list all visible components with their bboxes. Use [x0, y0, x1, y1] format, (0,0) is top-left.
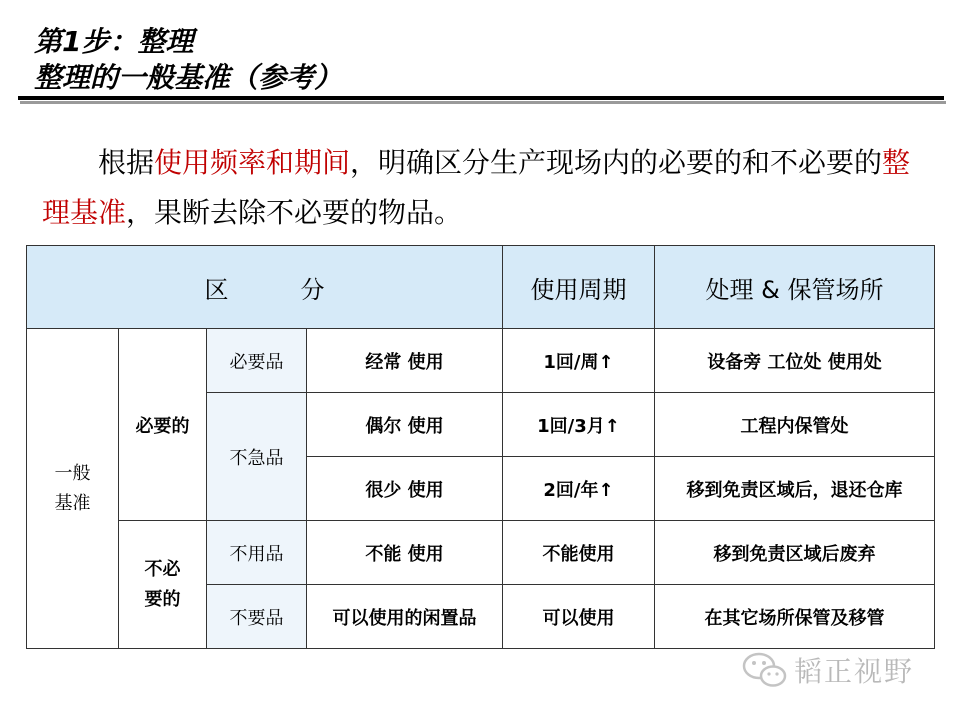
intro-highlight-criteria: 整理基准 [42, 146, 911, 229]
table-row [27, 329, 935, 393]
item-cell: 必要品 [207, 329, 307, 393]
intro-paragraph [42, 138, 922, 238]
usage-cell: 偶尔 使用 [307, 393, 503, 457]
period-cell: 可以使用 [503, 585, 655, 649]
place-cell: 工程内保管处 [655, 393, 935, 457]
place-cell: 设备旁 工位处 使用处 [655, 329, 935, 393]
place-cell: 在其它场所保管及移管 [655, 585, 935, 649]
place-cell: 移到免责区域后废弃 [655, 521, 935, 585]
table-row [27, 521, 935, 585]
period-cell: 1回/3月↑ [503, 393, 655, 457]
intro-part2: ，明确区分生产现场内的必要的和不必要的 [350, 146, 883, 179]
usage-cell: 不能 使用 [307, 521, 503, 585]
usage-cell: 可以使用的闲置品 [307, 585, 503, 649]
watermark [742, 650, 914, 690]
place-cell: 移到免责区域后，退还仓库 [655, 457, 935, 521]
item-cell: 不急品 [207, 393, 307, 521]
title-rule [18, 96, 944, 100]
title-rule-shadow [20, 101, 946, 104]
period-cell: 不能使用 [503, 521, 655, 585]
usage-cell: 很少 使用 [307, 457, 503, 521]
table-header-row [27, 246, 935, 329]
item-cell: 不用品 [207, 521, 307, 585]
wechat-icon [742, 650, 788, 690]
section-unnecessary [119, 521, 207, 649]
page-title: 第1步：整理 [34, 25, 194, 58]
intro-part1: 根据 [98, 146, 155, 179]
usage-cell: 经常 使用 [307, 329, 503, 393]
page-subtitle: 整理的一般基准（参考） [34, 61, 343, 94]
header-category: 区 分 [27, 246, 503, 329]
watermark-text: 韬正视野 [794, 655, 915, 688]
header-usage-period: 使用周期 [503, 246, 655, 329]
section-necessary: 必要的 [119, 329, 207, 521]
criteria-table [26, 245, 935, 649]
header-handling-place: 处理 & 保管场所 [655, 246, 935, 329]
intro-highlight-frequency: 使用频率和期间 [154, 146, 351, 179]
group-label: 一般 基准 [54, 462, 91, 514]
intro-part3: ，果断去除不必要的物品。 [126, 196, 463, 229]
section-unnecessary-label: 不必 要的 [144, 558, 181, 610]
title-block [34, 24, 342, 96]
period-cell: 1回/周↑ [503, 329, 655, 393]
period-cell: 2回/年↑ [503, 457, 655, 521]
group-cell [27, 329, 119, 649]
item-cell: 不要品 [207, 585, 307, 649]
